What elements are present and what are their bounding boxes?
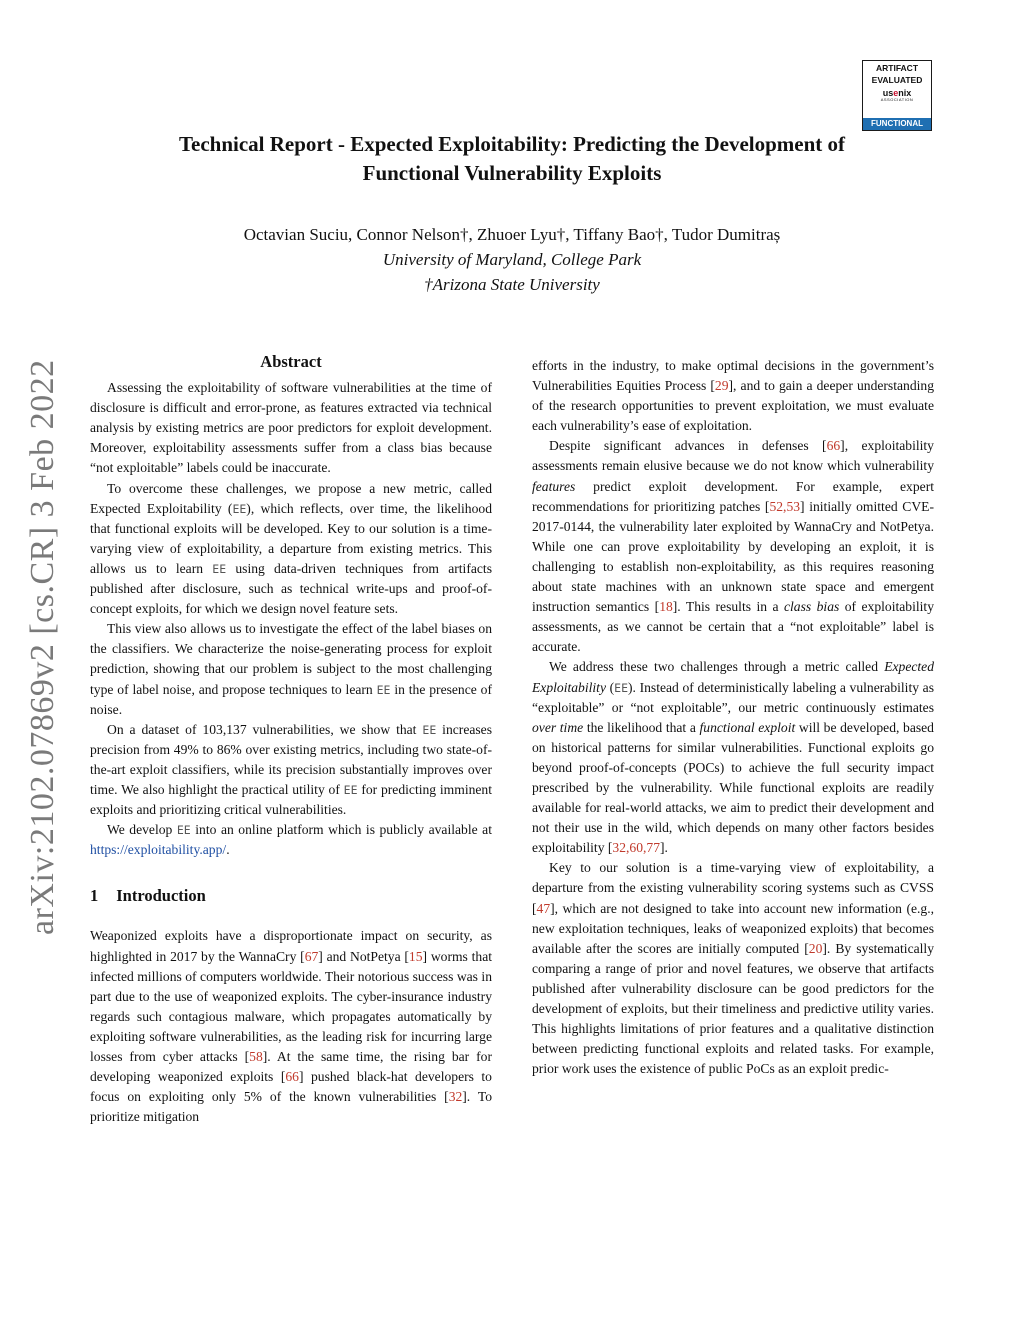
text: ] pushed black-hat developers to focus on exploiting only 5% of the known vulnerabilities [ (90, 1069, 492, 1105)
exploitability-app-link[interactable]: https://exploitability.app/ (90, 842, 227, 858)
text: ], exploitability assessments remain elusive because we do not know which vulnerability (532, 438, 934, 474)
text: We address these two challenges through a metric called (549, 659, 885, 675)
text: using data-driven techniques from artifacts published after disclosure, such as technical write-ups and proof-of-concept exploits, for which we design novel feature sets. (90, 560, 492, 617)
logo-text-post: nix (898, 88, 912, 98)
right-paragraph-3 (532, 657, 934, 858)
text: ( (606, 679, 615, 695)
introduction-heading (90, 886, 492, 906)
text: predict exploit development. For example, expert recommendations for prioritizing patches [ (532, 478, 934, 514)
text: ). Instead of deterministically labeling a vulnerability as “exploitable” or “not exploitable”, our metric continuously estimates (532, 679, 934, 715)
text: ]. At the same time, the rising bar for developing weaponized exploits [ (90, 1049, 492, 1085)
text: the likelihood that a (583, 719, 700, 735)
citation-link[interactable]: 60 (629, 840, 644, 856)
text: ]. (660, 840, 668, 856)
ee-term: EE (614, 680, 629, 695)
text: ]. By systematically comparing a range of prior and novel features, we observe that artifacts published after vulnerability disclosure can be good predictors for the development of exploits, but their timeliness and predictive utility varies. This highlights limitations of prior features and a qualitative distinction between predicting functional exploits and related tasks. For example, prior work uses the existence of public PoCs as an exploit predic- (532, 940, 934, 1077)
text: To overcome these challenges, we propose a new metric, called Expected Exploitability ( (90, 480, 492, 516)
ee-term: EE (232, 501, 247, 516)
paper-title (100, 130, 924, 188)
citation-link[interactable]: 53 (786, 498, 801, 514)
badge-evaluated-label: EVALUATED (871, 75, 923, 85)
intro-paragraph-1 (90, 926, 492, 1127)
logo-text-dot: e (893, 88, 899, 98)
text: ] initially omitted CVE-2017-0144, the vulnerability later exploited by WannaCry and NotPetya. While one can prove exploitability by developing an exploit, it is challenging to establish non-exploitability, as this requires reasoning about state machines with an unknown state space and emergent instruction semantics [ (532, 498, 934, 615)
text: ], and to gain a deeper understanding of the research opportunities to prevent exploitation, we must evaluate each vulnerability’s ease of exploitation. (532, 378, 934, 434)
text: This view also allows us to investigate the effect of the label biases on the classifiers. We characterize the noise-generating process for exploit prediction, showing that our problem is subject to the most challenging type of label noise, and propose techniques to learn (90, 621, 492, 697)
logo-text-pre: us (882, 88, 894, 98)
text: for predicting imminent exploits and prioritizing critical vulnerabilities. (90, 781, 492, 818)
text: in the presence of noise. (90, 681, 492, 717)
citation-link[interactable]: 29 (714, 378, 729, 394)
emphasis: features (532, 478, 576, 494)
text: into an online platform which is publicly available at (190, 822, 492, 838)
abstract-paragraph-4 (90, 720, 492, 820)
citation-link[interactable]: 77 (646, 840, 661, 856)
abstract-paragraph-5 (90, 820, 492, 860)
abstract-paragraph-1: Assessing the exploitability of software vulnerabilities at the time of disclosure is difficult and error-prone, as features extracted via technical analysis by existing metrics are poor predictors for exploit development. Moreover, exploitability assessments suffer from a class bias because “not exploitable” labels could be inaccurate. (90, 380, 492, 476)
text: On a dataset of 103,137 vulnerabilities, we show that (107, 721, 423, 737)
citation-link[interactable]: 66 (285, 1069, 299, 1085)
citation-link[interactable]: 20 (808, 940, 823, 956)
usenix-association-label: ASSOCIATION (880, 97, 914, 102)
citation-separator: , (643, 840, 647, 856)
badge-functional-label: FUNCTIONAL (863, 118, 931, 130)
text: We develop (107, 822, 177, 838)
citation-link[interactable]: 32 (448, 1089, 463, 1105)
title-line-1: Technical Report - Expected Exploitability: Predicting the Development of (178, 132, 846, 156)
abstract-paragraph-2 (90, 479, 492, 620)
citation-link[interactable]: 52 (769, 498, 784, 514)
citation-link[interactable]: 67 (304, 948, 319, 964)
citation-link[interactable]: 15 (408, 948, 423, 964)
affiliation-umd: University of Maryland, College Park (382, 250, 642, 269)
text: ]. This results in a (672, 599, 784, 615)
right-paragraph-2 (532, 436, 934, 657)
ee-term: EE (376, 682, 391, 697)
citation-link[interactable]: 66 (826, 438, 841, 454)
author-names: Octavian Suciu, Connor Nelson†, Zhuoer Lyu†, Tiffany Bao†, Tudor Dumitraș (243, 225, 781, 244)
text: ] and NotPetya [ (318, 948, 409, 964)
arxiv-stamp: arXiv:2102.07869v2 [cs.CR] 3 Feb 2022 (24, 359, 61, 935)
abstract-heading: Abstract (260, 352, 322, 371)
citation-link[interactable]: 32 (612, 840, 627, 856)
emphasis: over time (532, 719, 584, 735)
right-paragraph-4 (532, 858, 934, 1079)
ee-term: EE (422, 722, 437, 737)
text: efforts in the industry, to make optimal decisions in the government’s Vulnerabilities Equities Process [ (532, 358, 934, 394)
emphasis: class bias (783, 599, 840, 615)
text: Key to our solution is a time-varying view of exploitability, a departure from the existing vulnerability scoring systems such as CVSS [ (532, 860, 934, 916)
badge-artifact-label: ARTIFACT (875, 63, 919, 73)
text: Despite significant advances in defenses [ (549, 438, 827, 454)
title-line-2: Functional Vulnerability Exploits (362, 161, 662, 185)
citation-separator: , (783, 498, 787, 514)
artifact-evaluated-badge (862, 60, 932, 131)
section-number: 1 (90, 886, 99, 906)
affiliation-asu: †Arizona State University (424, 275, 600, 294)
abstract-paragraph-3 (90, 619, 492, 719)
ee-term: EE (343, 782, 358, 797)
citation-separator: , (626, 840, 630, 856)
emphasis: Expected Exploitability (532, 659, 934, 695)
text: . (226, 842, 230, 858)
text: ]. To prioritize mitigation (90, 1089, 493, 1125)
section-title: Introduction (116, 886, 206, 906)
text: ] worms that infected millions of computers worldwide. Their notorious success was in part due to the use of weaponized exploits. The cyber-insurance industry regards such contagious malware, which propagates automatically by exploiting software vulnerabilities, as the leading risk for incurring large losses from cyber attacks [ (90, 948, 493, 1064)
citation-link[interactable]: 47 (536, 900, 551, 916)
citation-link[interactable]: 58 (249, 1049, 263, 1064)
text: of exploitability assessments, as we cannot be certain that a “not exploitable” label is accurate. (532, 599, 935, 655)
ee-term: EE (212, 561, 227, 576)
text: Weaponized exploits have a disproportionate impact on security, as highlighted in 2017 by the WannaCry [ (90, 928, 492, 964)
left-column (90, 352, 492, 1127)
text: ), which reflects, over time, the likelihood that functional exploits will be developed. Key to our solution is a time-varying view of exploitability, a departure from existing metrics. This allows us to learn (90, 500, 492, 576)
right-column (532, 356, 934, 1079)
text: increases precision from 49% to 86% over existing metrics, including two state-of-the-art exploit classifiers, while its precision substantially improves over time. We also highlight the practical utility of (90, 721, 492, 797)
author-block (100, 222, 924, 297)
text: will be developed, based on historical patterns for similar vulnerabilities. Functional exploits go beyond proof-of-concepts (POCs) to achieve the full security impact prescribed by the vulnerability. While functional exploits are readily available for real-world attacks, we aim to predict their development and not their use in the wild, which depends on many other factors besides exploitability [ (532, 719, 934, 856)
ee-term: EE (176, 823, 191, 838)
emphasis: functional exploit (699, 719, 796, 735)
right-paragraph-1 (532, 356, 934, 436)
text: ], which are not designed to take into account new information (e.g., new exploitation techniques, leaks of weaponized exploits) that becomes available after the scores are initially computed [ (532, 900, 934, 956)
citation-link[interactable]: 18 (659, 599, 673, 615)
